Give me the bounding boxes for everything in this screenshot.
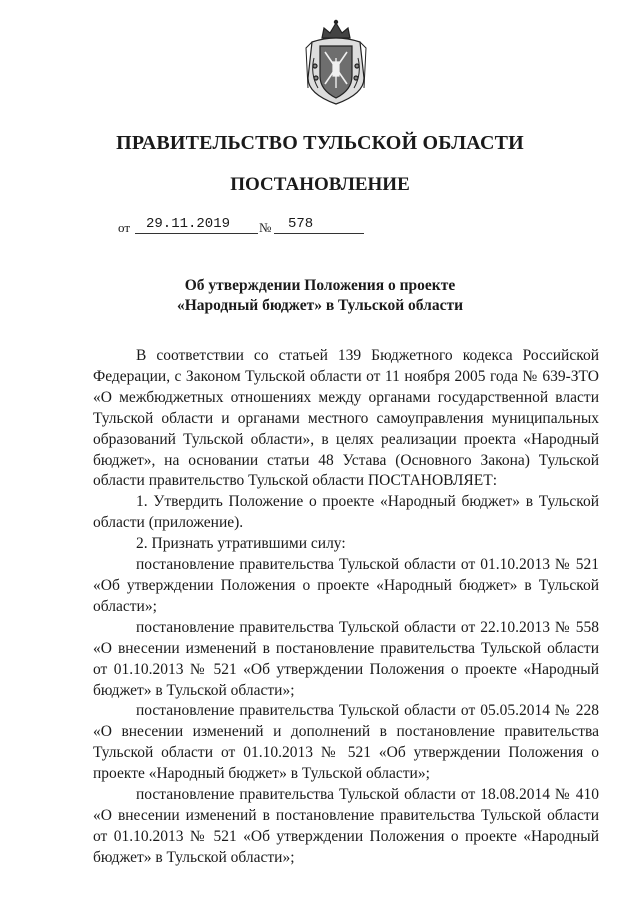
document-meta <box>118 216 378 236</box>
document-body <box>93 346 599 869</box>
document-number: 578 <box>288 216 314 232</box>
body-paragraph: постановление правительства Тульской области от 18.08.2014 № 410 «О внесении изменений в постановление правительства Тульской области от 01.10.2013 № 521 «Об утверждении Положения о проекте «Народный бюджет» в Тульской области»; <box>93 786 599 866</box>
government-title: ПРАВИТЕЛЬСТВО ТУЛЬСКОЙ ОБЛАСТИ <box>116 132 524 154</box>
coat-of-arms-icon <box>300 18 372 106</box>
body-paragraph: 1. Утвердить Положение о проекте «Народный бюджет» в Тульской области (приложение). <box>93 493 599 532</box>
body-paragraph: постановление правительства Тульской области от 01.10.2013 № 521 «Об утверждении Положения о проекте «Народный бюджет» в Тульской области»; <box>93 556 599 615</box>
body-paragraph: постановление правительства Тульской области от 22.10.2013 № 558 «О внесении изменений в постановление правительства Тульской области от 01.10.2013 № 521 «Об утверждении Положения о проекте «Народный бюджет» в Тульской области»; <box>93 618 599 699</box>
body-paragraph: В соответствии со статьей 139 Бюджетного кодекса Российской Федерации, с Законом Тульской области от 11 ноября 2005 года № 639-ЗТО «О межбюджетных отношениях между органами государственной власти Тульской области и органами местного самоуправления муниципальных образований Тульской области», в целях реализации проекта «Народный бюджет», на основании статьи 48 Устава (Основного Закона) Тульской области правительство Тульской области ПОСТАНОВЛЯЕТ: <box>93 347 599 490</box>
date-label: от <box>118 220 131 235</box>
number-underline <box>274 233 364 234</box>
number-label: № <box>259 220 272 235</box>
subject-line: Об утверждении Положения о проекте <box>184 277 456 294</box>
body-paragraph: 2. Признать утратившими силу: <box>136 535 346 553</box>
body-paragraph: постановление правительства Тульской области от 05.05.2014 № 228 «О внесении изменений и дополнений в постановление правительства Тульской области от 01.10.2013 № 521 «Об утверждении Положения о проекте «Народный бюджет» в Тульской области»; <box>93 702 599 783</box>
document-subject <box>0 276 640 316</box>
document-date: 29.11.2019 <box>146 216 231 232</box>
document-type: ПОСТАНОВЛЕНИЕ <box>230 174 410 195</box>
date-underline <box>135 233 258 234</box>
subject-line: «Народный бюджет» в Тульской области <box>176 297 464 314</box>
